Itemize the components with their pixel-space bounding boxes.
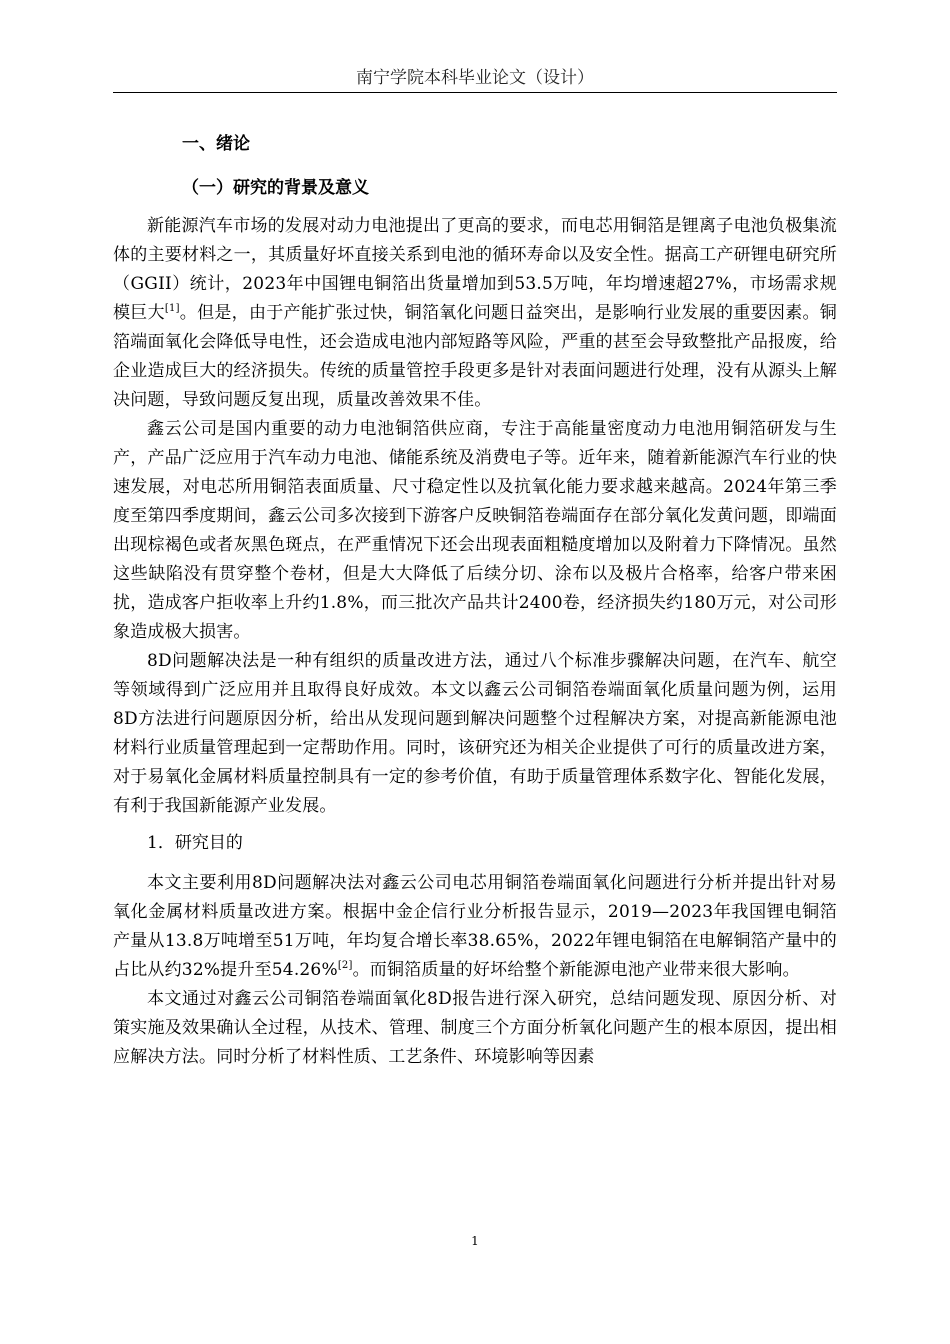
subsection-heading: 1．研究目的 <box>147 833 243 853</box>
citation-ref: [1] <box>164 303 180 314</box>
paragraph-purpose <box>113 869 837 985</box>
paragraph-text: 本文主要利用8D问题解决法对鑫云公司电芯用铜箔卷端面氧化问题进行分析并提出针对易氧化金属材料质量改进方案。根据中金企信行业分析报告显示，2019—2023年我国锂电铜箔产量从13.8万吨增至51万吨，年均复合增长率38.65%，2022年锂电铜箔在电解铜箔产量中的占比从约32%提升至54.26% <box>113 873 837 980</box>
citation-ref: [2] <box>337 960 353 971</box>
running-header: 南宁学院本科毕业论文（设计） <box>356 68 594 88</box>
section-heading: （一）研究的背景及意义 <box>182 178 369 198</box>
paragraph-background <box>113 212 837 415</box>
paragraph-text: 。但是，由于产能扩张过快，铜箔氧化问题日益突出，是影响行业发展的重要因素。铜箔端面氧化会降低导电性，还会造成电池内部短路等风险，严重的甚至会导致整批产品报废，给企业造成巨大的经济损失。传统的质量管控手段更多是针对表面问题进行处理，没有从源头上解决问题，导致问题反复出现，质量改善效果不佳。 <box>113 303 837 410</box>
paragraph-text: 。而铜箔质量的好坏给整个新能源电池产业带来很大影响。 <box>352 960 800 980</box>
page-number: 1 <box>471 1234 479 1248</box>
chapter-heading: 一、绪论 <box>182 134 250 154</box>
paragraph-text: 新能源汽车市场的发展对动力电池提出了更高的要求，而电芯用铜箔是锂离子电池负极集流体的主要材料之一，其质量好坏直接关系到电池的循环寿命以及安全性。据高工产研锂电研究所（GGII）统计，2023年中国锂电铜箔出货量增加到53.5万吨，年均增速超27%，市场需求规模巨大 <box>113 216 837 323</box>
paragraph-method-summary: 本文通过对鑫云公司铜箔卷端面氧化8D报告进行深入研究，总结问题发现、原因分析、对策实施及效果确认全过程，从技术、管理、制度三个方面分析氧化问题产生的根本原因，提出相应解决方法。同时分析了材料性质、工艺条件、环境影响等因素 <box>113 989 837 1067</box>
page-body <box>113 128 837 1072</box>
paragraph-company: 鑫云公司是国内重要的动力电池铜箔供应商，专注于高能量密度动力电池用铜箔研发与生产，产品广泛应用于汽车动力电池、储能系统及消费电子等。近年来，随着新能源汽车行业的快速发展，对电芯所用铜箔表面质量、尺寸稳定性以及抗氧化能力要求越来越高。2024年第三季度至第四季度期间，鑫云公司多次接到下游客户反映铜箔卷端面存在部分氧化发黄问题，即端面出现棕褐色或者灰黑色斑点，在严重情况下还会出现表面粗糙度增加以及附着力下降情况。虽然这些缺陷没有贯穿整个卷材，但是大大降低了后续分切、涂布以及极片合格率，给客户带来困扰，造成客户拒收率上升约1.8%，而三批次产品共计2400卷，经济损失约180万元，对公司形象造成极大损害。 <box>113 419 837 642</box>
header-rule <box>113 92 837 93</box>
paragraph-8d-method: 8D问题解决法是一种有组织的质量改进方法，通过八个标准步骤解决问题，在汽车、航空等领域得到广泛应用并且取得良好成效。本文以鑫云公司铜箔卷端面氧化质量问题为例，运用8D方法进行问题原因分析，给出从发现问题到解决问题整个过程解决方案，对提高新能源电池材料行业质量管理起到一定帮助作用。同时，该研究还为相关企业提供了可行的质量改进方案，对于易氧化金属材料质量控制具有一定的参考价值，有助于质量管理体系数字化、智能化发展，有利于我国新能源产业发展。 <box>113 651 837 816</box>
